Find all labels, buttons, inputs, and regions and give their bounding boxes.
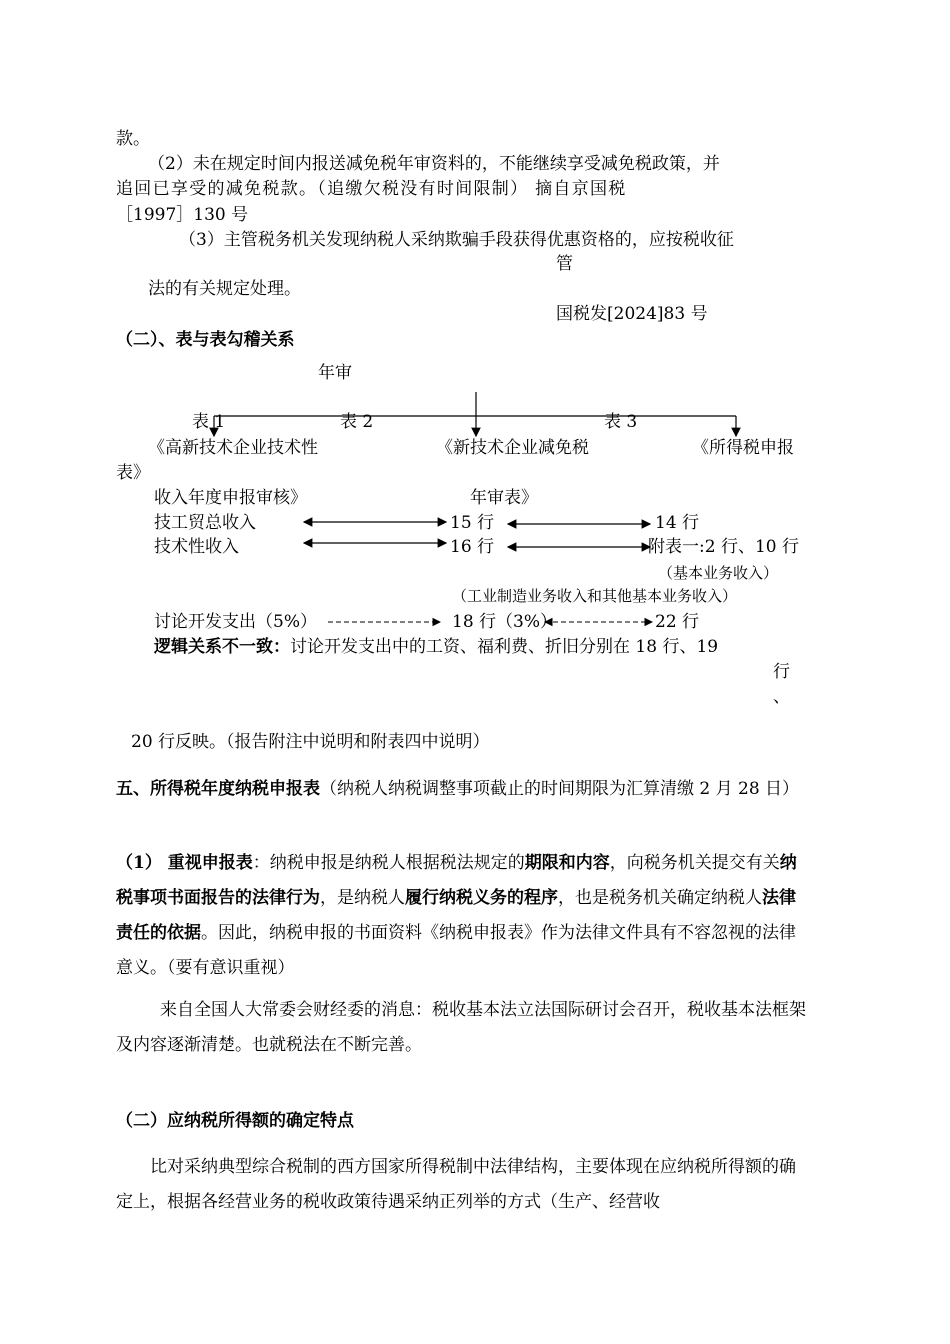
row3-mid: 18 行（3%） (452, 612, 558, 632)
review-label: 年审 (318, 363, 352, 383)
row2-left: 技术性收入 (154, 537, 239, 557)
row1-left: 技工贸总收入 (154, 513, 256, 533)
intro-line-1: （2）未在规定时间内报送减免税年审资料的，不能继续享受减免税政策，并 (148, 154, 720, 174)
section-five-title: 五、所得税年度纳税申报表 (116, 779, 320, 799)
table3-label: 表 3 (604, 412, 638, 432)
intro-line-4: （3）主管税务机关发现纳税人采纳欺骗手段获得优惠资格的，应按税收征 (179, 230, 734, 250)
p1-text-5: 。因此，纳税申报的书面资料《纳税申报表》作为法律文件具有不容忽视的法律意义。（要有意识重视） (116, 923, 796, 978)
row3-right: 22 行 (655, 612, 700, 632)
col2-title-a: 《新技术企业减免税 (436, 438, 589, 458)
intro-line-2: 追回已享受的减免税款。（追缴欠税没有时间限制） 摘自京国税 (116, 179, 627, 199)
row2-right: 附表一:2 行、10 行 (648, 537, 799, 557)
note-industrial-income: （工业制造业务收入和其他基本业务收入） (452, 587, 738, 605)
table1-label: 表 1 (192, 412, 226, 432)
row2-mid: 16 行 (450, 537, 495, 557)
section-five-subtitle: （纳税人纳税调整事项截止的时间期限为汇算清缴 2 月 28 日） (320, 779, 800, 799)
logic-note (154, 636, 718, 658)
col2-title-b: 年审表》 (470, 488, 538, 508)
intro-line-0: 款。 (116, 129, 150, 149)
col1-title-a: 《高新技术企业技术性 (148, 438, 318, 458)
col3-title-a: 《所得税申报 (692, 438, 794, 458)
table2-label: 表 2 (340, 412, 374, 432)
p1-bold-2: 纳税事项书面报告的法律行为 (116, 853, 797, 908)
section-heading-table-relations: （二）、表与表勾稽关系 (116, 330, 295, 350)
p1-text-1: ：纳税申报是纳税人根据税法规定的 (252, 853, 525, 873)
intro-line-5: 管 (556, 254, 573, 274)
row1-right: 14 行 (655, 513, 700, 533)
p1-bold-3: 履行纳税义务的程序 (405, 888, 558, 908)
p1-bold-4: 法律责任的依据 (116, 888, 796, 943)
intro-line-6: 法的有关规定处理。 (148, 279, 301, 299)
p1-bold-1: 期限和内容 (524, 853, 610, 873)
col1-title-c: 收入年度申报审核》 (154, 488, 307, 508)
p1-text-4: ，也是税务机关确定纳税人 (558, 888, 762, 908)
col1-title-b: 表》 (116, 463, 150, 483)
section-five-heading (116, 772, 808, 807)
row1-mid: 15 行 (450, 513, 495, 533)
row3-left: 讨论开发支出（5%） (154, 612, 317, 632)
section-five-paragraph-2: 来自全国人大常委会财经委的消息：税收基本法立法国际研讨会召开，税收基本法框架及内容逐渐清楚。也就税法在不断完善。 (116, 1000, 806, 1055)
section-income-heading: （二）应纳税所得额的确定特点 (116, 1111, 354, 1131)
p1-label: （1） 重视申报表 (116, 853, 253, 873)
logic-note-text: 讨论开发支出中的工资、福利费、折旧分别在 18 行、19 (290, 637, 719, 657)
note-basic-income: （基本业务收入） (658, 564, 779, 582)
logic-note-end: 20 行反映。（报告附注中说明和附表四中说明） (131, 732, 490, 752)
logic-note-label: 逻辑关系不一致： (154, 637, 290, 657)
p1-text-2: ，向税务机关提交有关 (609, 853, 780, 873)
logic-wrap-1: 行 (773, 662, 790, 682)
intro-line-3: ［1997］130 号 (116, 205, 249, 225)
section-income-paragraph: 比对采纳典型综合税制的西方国家所得税制中法律结构，主要体现在应纳税所得额的确定上，根据各经营业务的税收政策待遇采纳正列举的方式（生产、经营收 (116, 1157, 796, 1212)
section-five-paragraph-1 (116, 846, 808, 986)
p1-text-3: ，是纳税人 (320, 888, 405, 908)
doc-reference: 国税发[2024]83 号 (556, 304, 708, 324)
logic-wrap-2: 、 (773, 687, 790, 707)
